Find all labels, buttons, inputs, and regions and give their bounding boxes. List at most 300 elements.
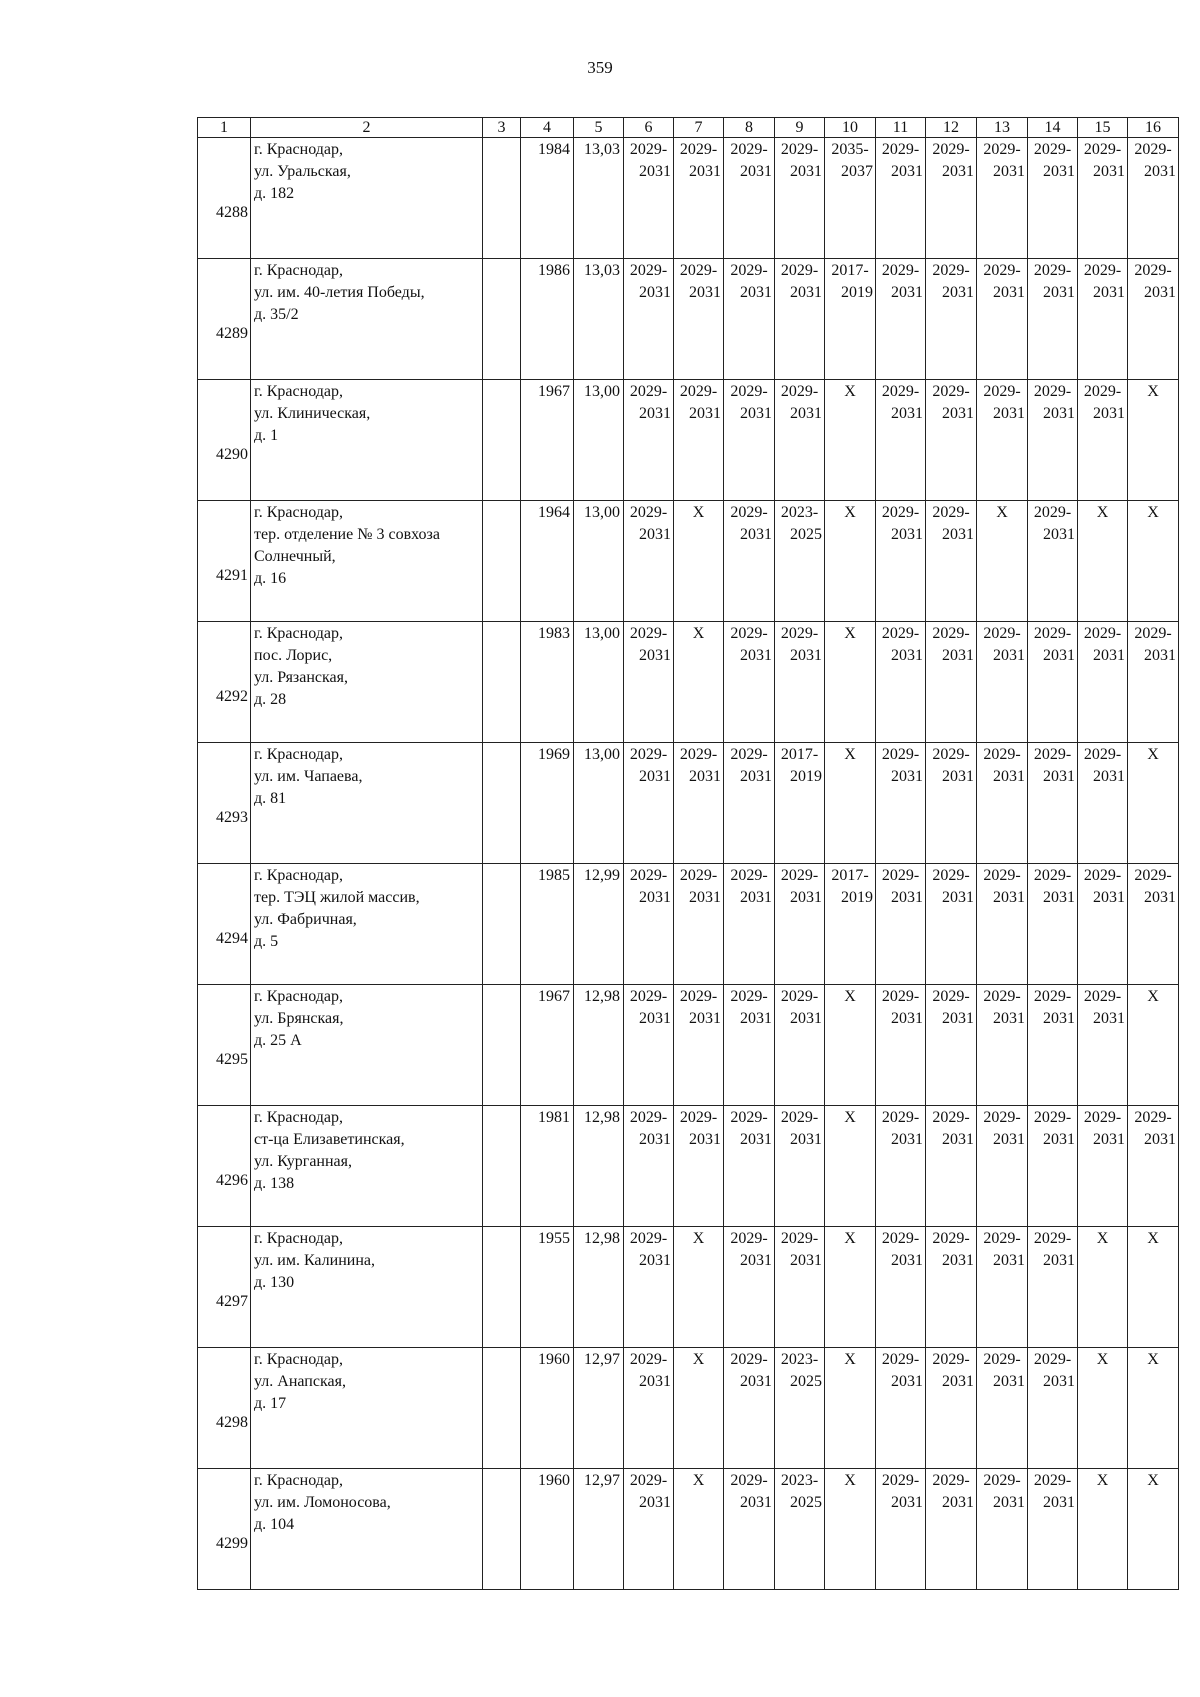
period-cell xyxy=(775,138,825,259)
period-end: 2031 xyxy=(1093,647,1125,664)
period-cell xyxy=(775,1469,825,1590)
address-line: ул. Клиническая, xyxy=(254,405,371,422)
period-end: 2031 xyxy=(891,889,923,906)
period-start: 2029- xyxy=(983,746,1021,763)
period-cell xyxy=(977,380,1028,501)
period-start: 2029- xyxy=(730,988,768,1005)
period-cell: X xyxy=(674,1469,724,1590)
period-cell xyxy=(724,1227,775,1348)
period-cell: X xyxy=(1078,501,1128,622)
address-line: г. Краснодар, xyxy=(254,1472,343,1489)
period-start: 2023- xyxy=(780,1351,819,1368)
period-cell xyxy=(1078,743,1128,864)
period-end: 2025 xyxy=(790,1373,822,1390)
period-cell xyxy=(876,138,926,259)
column-header-7: 7 xyxy=(674,118,724,138)
period-cell xyxy=(876,1469,926,1590)
period-cell xyxy=(1028,1106,1078,1227)
table-row xyxy=(198,1348,1179,1469)
period-end: 2031 xyxy=(639,526,671,543)
period-end: 2031 xyxy=(993,284,1025,301)
period-cell xyxy=(1128,138,1179,259)
period-start: 2029- xyxy=(932,262,970,279)
table-row xyxy=(198,1469,1179,1590)
period-end: 2031 xyxy=(993,1494,1025,1511)
period-end: 2031 xyxy=(942,405,974,422)
empty-cell xyxy=(483,380,521,501)
period-start: 2029- xyxy=(730,1472,768,1489)
period-start: 2035- xyxy=(831,141,869,158)
page-number: 359 xyxy=(587,58,613,77)
address-line: Солнечный, xyxy=(254,548,336,565)
period-start: 2029- xyxy=(1033,141,1072,158)
period-end: 2031 xyxy=(740,163,772,180)
table-row xyxy=(198,259,1179,380)
period-end: 2031 xyxy=(993,1131,1025,1148)
period-end: 2031 xyxy=(639,1131,671,1148)
period-end: 2031 xyxy=(790,405,822,422)
column-header-12: 12 xyxy=(926,118,977,138)
address-line: ул. Курганная, xyxy=(254,1153,352,1170)
period-end: 2031 xyxy=(993,1010,1025,1027)
address-line: г. Краснодар, xyxy=(254,141,343,158)
year-cell: 1981 xyxy=(521,1106,574,1227)
period-start: 2029- xyxy=(780,141,819,158)
period-end: 2031 xyxy=(942,526,974,543)
period-start: 2029- xyxy=(780,988,819,1005)
period-end: 2031 xyxy=(740,1252,772,1269)
period-end: 2031 xyxy=(1144,284,1176,301)
address-line: ул. им. Калинина, xyxy=(254,1252,376,1269)
period-cell xyxy=(724,864,775,985)
table-row xyxy=(198,1227,1179,1348)
period-start: 2029- xyxy=(629,383,668,400)
address-cell xyxy=(251,1469,483,1590)
period-cell xyxy=(977,864,1028,985)
empty-cell xyxy=(483,259,521,380)
period-cell xyxy=(674,259,724,380)
period-start: 2017- xyxy=(831,867,869,884)
period-end: 2031 xyxy=(639,163,671,180)
period-end: 2037 xyxy=(841,163,873,180)
address-line: пос. Лорис, xyxy=(254,647,333,664)
period-end: 2031 xyxy=(942,1010,974,1027)
period-end: 2031 xyxy=(993,1373,1025,1390)
period-end: 2031 xyxy=(740,1494,772,1511)
period-start: 2029- xyxy=(629,988,668,1005)
address-cell xyxy=(251,1227,483,1348)
period-end: 2031 xyxy=(942,1494,974,1511)
column-header-2: 2 xyxy=(251,118,483,138)
period-start: 2029- xyxy=(881,262,920,279)
period-start: 2029- xyxy=(780,262,819,279)
period-end: 2031 xyxy=(689,284,721,301)
address-line: ул. им. Чапаева, xyxy=(254,768,363,785)
period-start: 2029- xyxy=(881,867,920,884)
period-end: 2031 xyxy=(790,647,822,664)
period-start: 2029- xyxy=(1033,1230,1072,1247)
period-cell xyxy=(1028,985,1078,1106)
period-end: 2031 xyxy=(740,1131,772,1148)
period-cell: X xyxy=(1078,1348,1128,1469)
period-start: 2029- xyxy=(881,1230,920,1247)
period-start: 2029- xyxy=(1083,141,1122,158)
period-start: 2029- xyxy=(983,383,1021,400)
period-end: 2031 xyxy=(740,768,772,785)
period-start: 2029- xyxy=(1033,625,1072,642)
period-cell xyxy=(624,864,674,985)
year-cell: 1969 xyxy=(521,743,574,864)
period-start: 2029- xyxy=(881,1472,920,1489)
period-cell xyxy=(926,259,977,380)
period-start: 2029- xyxy=(1083,383,1122,400)
period-start: 2029- xyxy=(1033,1472,1072,1489)
period-end: 2031 xyxy=(942,889,974,906)
period-start: 2029- xyxy=(679,1109,718,1126)
period-end: 2031 xyxy=(1043,889,1075,906)
row-number: 4292 xyxy=(198,622,251,743)
empty-cell xyxy=(483,985,521,1106)
period-end: 2031 xyxy=(1043,1373,1075,1390)
period-cell: X xyxy=(1128,1469,1179,1590)
table-row xyxy=(198,622,1179,743)
period-cell xyxy=(674,743,724,864)
period-cell xyxy=(775,259,825,380)
period-start: 2029- xyxy=(780,625,819,642)
address-line: г. Краснодар, xyxy=(254,262,343,279)
address-cell xyxy=(251,501,483,622)
period-end: 2031 xyxy=(1093,284,1125,301)
row-number: 4294 xyxy=(198,864,251,985)
period-cell: X xyxy=(1078,1469,1128,1590)
period-start: 2029- xyxy=(881,1351,920,1368)
address-line: ул. Фабричная, xyxy=(254,911,357,928)
period-cell xyxy=(977,259,1028,380)
empty-cell xyxy=(483,1348,521,1469)
period-start: 2029- xyxy=(780,383,819,400)
period-start: 2029- xyxy=(730,262,768,279)
address-line: ул. Уральская, xyxy=(254,163,351,180)
period-start: 2029- xyxy=(932,141,970,158)
period-start: 2029- xyxy=(983,867,1021,884)
period-cell xyxy=(624,259,674,380)
rate-cell: 13,00 xyxy=(574,380,624,501)
period-cell xyxy=(724,743,775,864)
period-start: 2029- xyxy=(1083,262,1122,279)
period-end: 2031 xyxy=(1144,163,1176,180)
rate-cell: 13,00 xyxy=(574,743,624,864)
period-cell xyxy=(876,259,926,380)
period-cell xyxy=(624,622,674,743)
address-line: д. 28 xyxy=(254,691,287,708)
rate-cell: 12,97 xyxy=(574,1469,624,1590)
period-start: 2029- xyxy=(730,625,768,642)
period-start: 2029- xyxy=(629,1109,668,1126)
period-cell xyxy=(876,1106,926,1227)
period-end: 2025 xyxy=(790,1494,822,1511)
table-row xyxy=(198,501,1179,622)
period-end: 2031 xyxy=(1043,163,1075,180)
address-line: г. Краснодар, xyxy=(254,1230,343,1247)
period-cell xyxy=(624,380,674,501)
period-start: 2029- xyxy=(679,867,718,884)
period-cell xyxy=(926,1469,977,1590)
period-cell xyxy=(724,501,775,622)
column-header-10: 10 xyxy=(825,118,876,138)
period-end: 2031 xyxy=(790,284,822,301)
period-end: 2031 xyxy=(639,405,671,422)
period-end: 2031 xyxy=(891,647,923,664)
period-cell xyxy=(624,1348,674,1469)
period-cell xyxy=(1028,743,1078,864)
period-cell xyxy=(1028,138,1078,259)
address-line: д. 104 xyxy=(254,1516,295,1533)
period-end: 2031 xyxy=(891,526,923,543)
address-cell xyxy=(251,259,483,380)
period-start: 2029- xyxy=(881,625,920,642)
period-start: 2029- xyxy=(679,262,718,279)
period-cell xyxy=(624,1469,674,1590)
period-end: 2031 xyxy=(942,1373,974,1390)
period-end: 2031 xyxy=(942,163,974,180)
period-start: 2029- xyxy=(932,988,970,1005)
period-end: 2031 xyxy=(689,1010,721,1027)
address-line: тер. ТЭЦ жилой массив, xyxy=(254,889,420,906)
address-line: д. 1 xyxy=(254,427,279,444)
period-end: 2031 xyxy=(639,1252,671,1269)
period-end: 2031 xyxy=(790,1252,822,1269)
period-cell xyxy=(674,864,724,985)
period-cell xyxy=(977,1348,1028,1469)
period-start: 2029- xyxy=(932,867,970,884)
period-start: 2029- xyxy=(629,141,668,158)
period-end: 2031 xyxy=(790,163,822,180)
address-cell xyxy=(251,864,483,985)
period-cell xyxy=(775,985,825,1106)
period-start: 2029- xyxy=(629,1351,668,1368)
period-cell xyxy=(775,622,825,743)
period-end: 2031 xyxy=(891,405,923,422)
period-cell xyxy=(775,1106,825,1227)
period-end: 2031 xyxy=(639,647,671,664)
period-cell xyxy=(724,985,775,1106)
period-cell xyxy=(674,138,724,259)
period-end: 2031 xyxy=(942,284,974,301)
period-end: 2031 xyxy=(1093,889,1125,906)
period-cell xyxy=(1078,259,1128,380)
period-end: 2031 xyxy=(891,1010,923,1027)
period-cell xyxy=(1078,380,1128,501)
period-end: 2031 xyxy=(639,889,671,906)
period-end: 2031 xyxy=(993,889,1025,906)
period-cell xyxy=(926,622,977,743)
year-cell: 1955 xyxy=(521,1227,574,1348)
table-row xyxy=(198,138,1179,259)
period-cell xyxy=(724,138,775,259)
period-end: 2031 xyxy=(689,768,721,785)
address-line: д. 130 xyxy=(254,1274,295,1291)
housing-register-table xyxy=(197,117,1179,1590)
address-line: г. Краснодар, xyxy=(254,383,343,400)
rate-cell: 12,99 xyxy=(574,864,624,985)
period-start: 2029- xyxy=(1083,625,1122,642)
column-header-9: 9 xyxy=(775,118,825,138)
row-number: 4296 xyxy=(198,1106,251,1227)
period-end: 2031 xyxy=(689,405,721,422)
period-cell xyxy=(1128,864,1179,985)
period-end: 2031 xyxy=(740,284,772,301)
period-cell xyxy=(775,1348,825,1469)
period-cell xyxy=(876,1227,926,1348)
period-cell: X xyxy=(674,1348,724,1469)
column-header-8: 8 xyxy=(724,118,775,138)
period-start: 2029- xyxy=(679,383,718,400)
period-end: 2031 xyxy=(639,284,671,301)
row-number: 4297 xyxy=(198,1227,251,1348)
period-start: 2029- xyxy=(679,746,718,763)
period-start: 2029- xyxy=(932,1230,970,1247)
period-cell xyxy=(1028,1348,1078,1469)
period-end: 2031 xyxy=(740,889,772,906)
period-cell: X xyxy=(825,985,876,1106)
period-end: 2031 xyxy=(689,889,721,906)
table-header xyxy=(198,118,1179,138)
period-end: 2031 xyxy=(891,163,923,180)
period-cell: X xyxy=(825,622,876,743)
period-start: 2029- xyxy=(881,746,920,763)
address-line: ул. Брянская, xyxy=(254,1010,344,1027)
period-start: 2029- xyxy=(629,262,668,279)
period-start: 2029- xyxy=(1083,867,1122,884)
period-cell xyxy=(977,1106,1028,1227)
period-end: 2031 xyxy=(1043,284,1075,301)
period-end: 2031 xyxy=(1043,1494,1075,1511)
period-cell xyxy=(775,501,825,622)
address-line: д. 16 xyxy=(254,570,287,587)
period-cell xyxy=(977,743,1028,864)
period-cell xyxy=(724,622,775,743)
period-cell xyxy=(926,864,977,985)
period-cell xyxy=(624,1106,674,1227)
period-cell xyxy=(624,1227,674,1348)
period-cell xyxy=(674,985,724,1106)
rate-cell: 12,98 xyxy=(574,1106,624,1227)
period-cell xyxy=(926,138,977,259)
rate-cell: 12,98 xyxy=(574,985,624,1106)
address-cell xyxy=(251,985,483,1106)
period-cell xyxy=(674,1106,724,1227)
period-cell xyxy=(724,1348,775,1469)
year-cell: 1960 xyxy=(521,1469,574,1590)
column-header-6: 6 xyxy=(624,118,674,138)
rate-cell: 13,00 xyxy=(574,622,624,743)
period-start: 2029- xyxy=(679,988,718,1005)
column-header-16: 16 xyxy=(1128,118,1179,138)
row-number: 4299 xyxy=(198,1469,251,1590)
period-end: 2019 xyxy=(841,284,873,301)
period-start: 2029- xyxy=(983,141,1021,158)
period-cell: X xyxy=(1078,1227,1128,1348)
period-start: 2029- xyxy=(629,625,668,642)
empty-cell xyxy=(483,743,521,864)
period-cell: X xyxy=(674,622,724,743)
period-start: 2029- xyxy=(629,867,668,884)
period-end: 2019 xyxy=(841,889,873,906)
period-cell xyxy=(724,380,775,501)
empty-cell xyxy=(483,864,521,985)
period-end: 2031 xyxy=(1144,647,1176,664)
period-start: 2029- xyxy=(983,1230,1021,1247)
period-start: 2029- xyxy=(780,1230,819,1247)
period-end: 2025 xyxy=(790,526,822,543)
address-line: тер. отделение № 3 совхоза xyxy=(254,526,440,543)
period-start: 2029- xyxy=(932,746,970,763)
period-end: 2031 xyxy=(942,647,974,664)
period-end: 2031 xyxy=(740,647,772,664)
period-cell: X xyxy=(1128,501,1179,622)
period-start: 2029- xyxy=(730,141,768,158)
period-start: 2029- xyxy=(730,1109,768,1126)
period-cell xyxy=(825,864,876,985)
address-line: д. 25 А xyxy=(254,1032,302,1049)
period-start: 2023- xyxy=(780,504,819,521)
period-end: 2031 xyxy=(1093,1010,1125,1027)
period-start: 2029- xyxy=(1033,746,1072,763)
period-end: 2031 xyxy=(1043,647,1075,664)
address-line: д. 182 xyxy=(254,185,295,202)
period-end: 2031 xyxy=(1043,405,1075,422)
address-line: ст-ца Елизаветинская, xyxy=(254,1131,405,1148)
period-cell xyxy=(1078,985,1128,1106)
period-cell xyxy=(775,743,825,864)
period-cell xyxy=(1078,138,1128,259)
address-cell xyxy=(251,1348,483,1469)
period-start: 2029- xyxy=(1033,504,1072,521)
period-cell xyxy=(876,622,926,743)
period-start: 2029- xyxy=(881,141,920,158)
year-cell: 1960 xyxy=(521,1348,574,1469)
period-cell xyxy=(825,138,876,259)
period-cell xyxy=(1078,622,1128,743)
period-start: 2029- xyxy=(1134,262,1172,279)
period-cell xyxy=(724,1106,775,1227)
address-line: д. 138 xyxy=(254,1175,295,1192)
period-start: 2029- xyxy=(932,383,970,400)
column-header-15: 15 xyxy=(1078,118,1128,138)
period-end: 2031 xyxy=(891,1252,923,1269)
period-cell: X xyxy=(1128,1348,1179,1469)
period-end: 2031 xyxy=(1043,526,1075,543)
period-end: 2031 xyxy=(790,1131,822,1148)
period-cell xyxy=(775,1227,825,1348)
period-end: 2031 xyxy=(740,526,772,543)
period-cell xyxy=(876,380,926,501)
period-end: 2031 xyxy=(1093,163,1125,180)
address-line: г. Краснодар, xyxy=(254,867,343,884)
period-start: 2029- xyxy=(881,988,920,1005)
period-cell xyxy=(1128,1106,1179,1227)
period-cell xyxy=(724,259,775,380)
period-cell xyxy=(977,622,1028,743)
period-start: 2029- xyxy=(780,1109,819,1126)
period-cell xyxy=(1128,622,1179,743)
row-number: 4290 xyxy=(198,380,251,501)
period-start: 2029- xyxy=(1134,867,1172,884)
period-cell xyxy=(1028,380,1078,501)
period-start: 2029- xyxy=(730,504,768,521)
period-cell xyxy=(876,985,926,1106)
period-cell xyxy=(876,864,926,985)
